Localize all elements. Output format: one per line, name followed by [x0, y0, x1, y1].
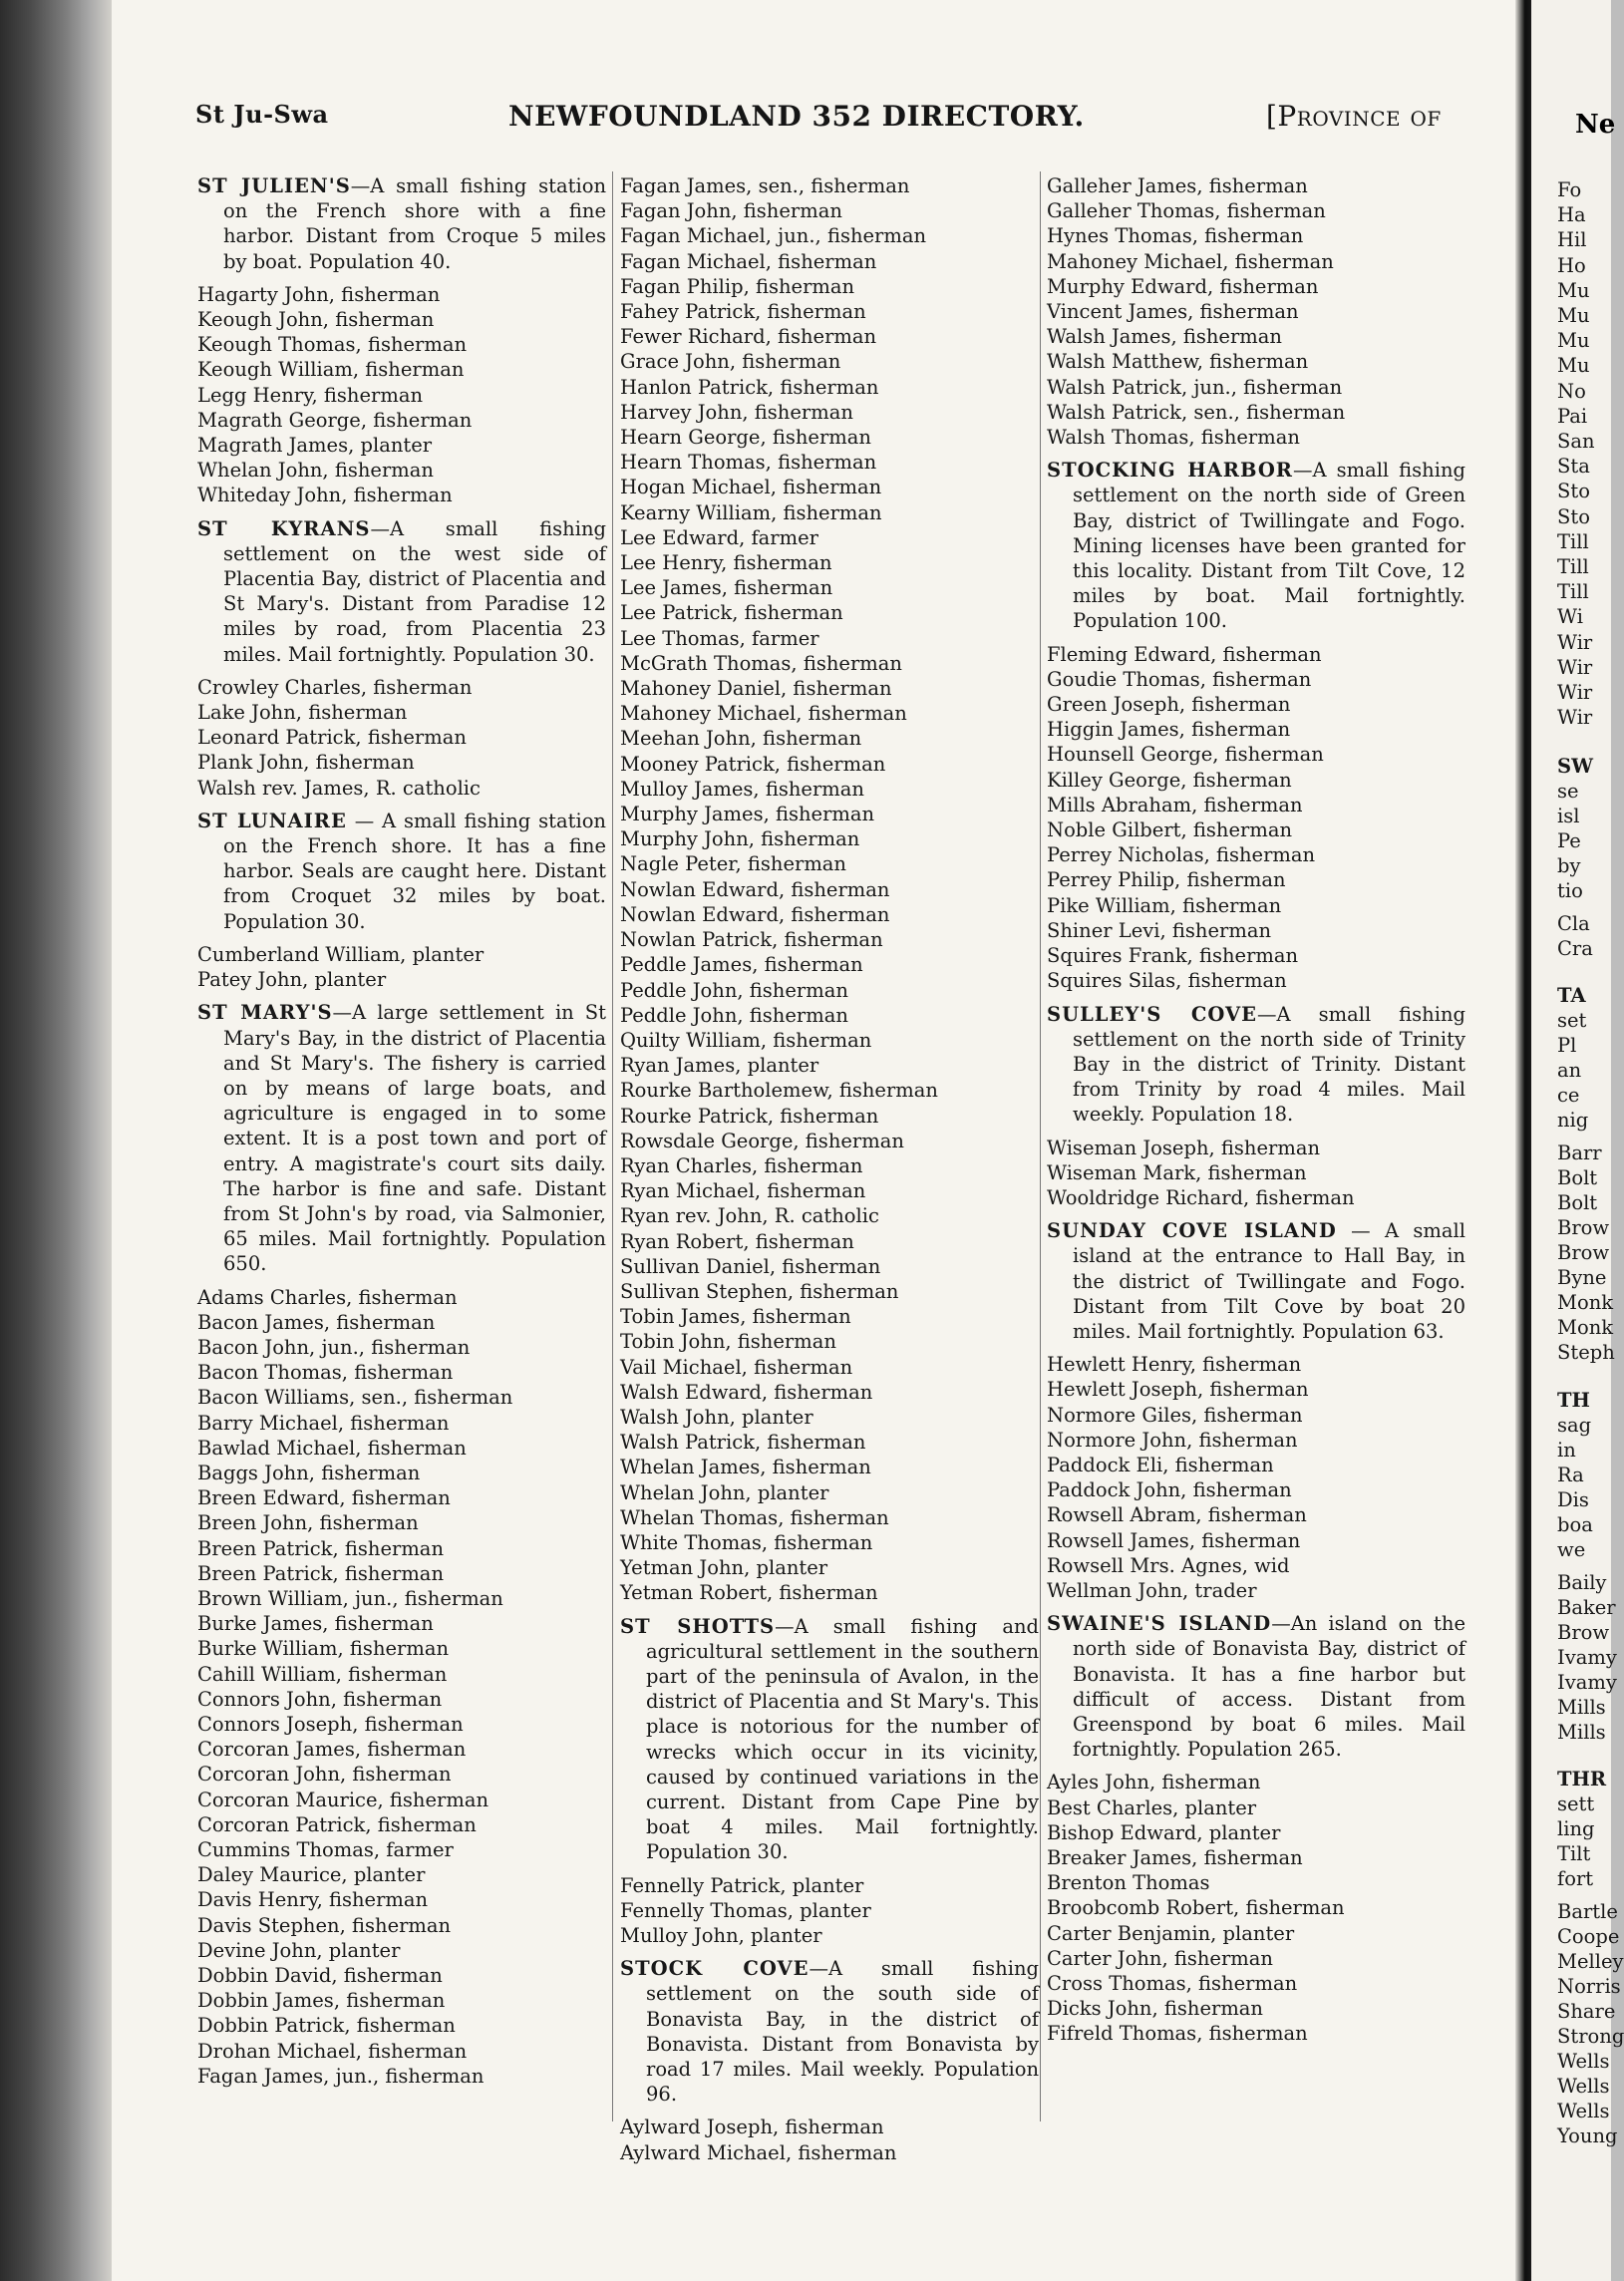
- adjacent-page-head: Ne: [1575, 110, 1616, 140]
- settlement-heading: SWAINE'S ISLAND: [1047, 1612, 1272, 1636]
- directory-name-entry: Breaker James, fisherman: [1047, 1846, 1303, 1869]
- directory-name-entry: Green Joseph, fisherman: [1047, 693, 1291, 717]
- settlement-description: — A small island at the entrance to Hall Bay, in the district of Twillingate and Fogo. Distant from Tilt Cove by boat 20 miles. Mail fortnightly. Population 63.: [1073, 1219, 1465, 1343]
- adjacent-page-text-fragment: Monk: [1557, 1291, 1614, 1314]
- directory-name-entry: Shiner Levi, fisherman: [1047, 918, 1272, 942]
- directory-name-entry: Dobbin David, fisherman: [197, 1964, 443, 1988]
- directory-name-entry: Mahoney Michael, fisherman: [1047, 249, 1334, 273]
- directory-name-entry: Connors John, fisherman: [197, 1687, 443, 1711]
- directory-name-entry: Lee Thomas, farmer: [620, 626, 819, 650]
- directory-name-entry: Harvey John, fisherman: [620, 400, 853, 424]
- directory-name-entry: Walsh Patrick, fisherman: [620, 1431, 866, 1455]
- directory-name-entry: Bawlad Michael, fisherman: [197, 1436, 467, 1460]
- directory-name-entry: Cummins Thomas, farmer: [197, 1838, 454, 1861]
- directory-name-entry: Barry Michael, fisherman: [197, 1411, 450, 1435]
- directory-name-entry: Wooldridge Richard, fisherman: [1047, 1185, 1355, 1209]
- adjacent-page-text-fragment: fort: [1557, 1867, 1594, 1890]
- directory-name-entry: Paddock John, fisherman: [1047, 1478, 1292, 1502]
- directory-name-entry: Nagle Peter, fisherman: [620, 852, 846, 876]
- directory-name-entry: Rowsell Abram, fisherman: [1047, 1503, 1307, 1527]
- directory-name-entry: Pike William, fisherman: [1047, 893, 1282, 917]
- directory-name-entry: Fagan Michael, fisherman: [620, 249, 877, 273]
- settlement-heading: STOCK COVE: [620, 1957, 810, 1981]
- directory-name-entry: Cahill William, fisherman: [197, 1662, 448, 1686]
- adjacent-page-text-fragment: by: [1557, 854, 1581, 877]
- settlement-entry: [197, 1000, 606, 1276]
- adjacent-page-text-fragment: Wells: [1557, 2075, 1610, 2098]
- directory-name-entry: Squires Silas, fisherman: [1047, 969, 1287, 993]
- adjacent-page-text-fragment: TA: [1557, 984, 1586, 1007]
- running-head-right: [Province of: [1266, 100, 1442, 133]
- directory-name-entry: Dobbin James, fisherman: [197, 1989, 446, 2013]
- directory-name-entry: Noble Gilbert, fisherman: [1047, 818, 1292, 842]
- settlement-heading: SUNDAY COVE ISLAND: [1047, 1219, 1337, 1243]
- directory-name-entry: Normore John, fisherman: [1047, 1428, 1298, 1452]
- directory-name-entry: Lee Edward, farmer: [620, 525, 818, 549]
- directory-name-entry: Lee James, fisherman: [620, 576, 833, 600]
- directory-name-entry: Rowsell James, fisherman: [1047, 1528, 1301, 1552]
- adjacent-page-text-fragment: Baker: [1557, 1596, 1616, 1619]
- settlement-entry: [620, 1956, 1039, 2107]
- directory-name-entry: Fleming Edward, fisherman: [1047, 642, 1322, 666]
- adjacent-page-text-fragment: Coope: [1557, 1925, 1620, 1948]
- directory-name-entry: White Thomas, fisherman: [620, 1530, 873, 1554]
- adjacent-page-text-fragment: Mills: [1557, 1696, 1606, 1719]
- adjacent-page-text-fragment: isl: [1557, 805, 1580, 827]
- directory-name-entry: Mills Abraham, fisherman: [1047, 793, 1303, 816]
- directory-name-entry: Carter John, fisherman: [1047, 1946, 1273, 1970]
- adjacent-page-text-fragment: boa: [1557, 1513, 1593, 1536]
- page-gutter: [1515, 0, 1531, 2281]
- adjacent-page-text-fragment: Barr: [1557, 1141, 1602, 1164]
- adjacent-page-text-fragment: Wir: [1557, 656, 1593, 679]
- directory-name-entry: Fagan John, fisherman: [620, 199, 842, 223]
- directory-name-entry: Davis Henry, fisherman: [197, 1888, 429, 1912]
- directory-name-entry: Dobbin Patrick, fisherman: [197, 2014, 456, 2038]
- adjacent-page-text-fragment: Byne: [1557, 1266, 1607, 1289]
- directory-name-entry: Squires Frank, fisherman: [1047, 944, 1299, 968]
- directory-name-entry: Murphy James, fisherman: [620, 803, 875, 826]
- adjacent-page-text-fragment: an: [1557, 1059, 1582, 1082]
- adjacent-page-text-fragment: Wells: [1557, 2100, 1610, 2122]
- adjacent-page-text-fragment: No: [1557, 380, 1586, 403]
- directory-name-entry: Ryan Michael, fisherman: [620, 1179, 866, 1203]
- directory-name-entry: Best Charles, planter: [1047, 1795, 1257, 1819]
- column-rule: [612, 171, 613, 2121]
- entry-spacer: [197, 508, 606, 516]
- directory-name-entry: Fagan James, sen., fisherman: [620, 174, 910, 197]
- settlement-entry: [620, 1614, 1039, 1865]
- directory-name-entry: Hogan Michael, fisherman: [620, 476, 882, 499]
- adjacent-page-text-fragment: Till: [1557, 580, 1589, 603]
- directory-name-entry: Walsh Patrick, jun., fisherman: [1047, 375, 1343, 399]
- settlement-description: —A small fishing settlement on the north side of Trinity Bay in the district of Trinity. Distant from Trinity by road 4 miles. Mail weekly. Population 18.: [1073, 1002, 1465, 1127]
- settlement-description: —A small fishing settlement on the north side of Green Bay, district of Twillingate and Fogo. Mining licenses have been granted for this locality. Distant from Tilt Cove, 12 miles by boat. Mail fortnightly. Population 100.: [1073, 459, 1465, 633]
- directory-name-entry: Carter Benjamin, planter: [1047, 1921, 1295, 1945]
- directory-name-entry: Perrey Philip, fisherman: [1047, 868, 1286, 892]
- settlement-description: —A large settlement in St Mary's Bay, in the district of Placentia and St Mary's. The fishery is carried on by means of large boats, and agriculture is engaged in to some extent. It is a post town and port of entry. A magistrate's court sits daily. The harbor is fine and safe. Distant from St John's by road, via Salmonier, 65 miles. Mail fortnightly. Population 650.: [223, 1001, 606, 1276]
- adjacent-page-text-fragment: THR: [1557, 1768, 1607, 1791]
- settlement-heading: SULLEY'S COVE: [1047, 1002, 1258, 1026]
- settlement-entry: [1047, 1002, 1465, 1128]
- directory-name-entry: Hagarty John, fisherman: [197, 282, 441, 306]
- directory-name-entry: Higgin James, fisherman: [1047, 718, 1291, 742]
- directory-name-entry: Meehan John, fisherman: [620, 727, 862, 751]
- directory-column-3: [1047, 173, 1465, 2047]
- directory-name-entry: Whelan John, planter: [620, 1480, 829, 1504]
- directory-name-entry: Adams Charles, fisherman: [197, 1285, 458, 1309]
- directory-name-entry: Brown William, jun., fisherman: [197, 1586, 503, 1610]
- directory-name-entry: Murphy John, fisherman: [620, 827, 860, 851]
- adjacent-page-text-fragment: Share: [1557, 2000, 1616, 2023]
- entry-spacer: [197, 801, 606, 809]
- entry-spacer: [620, 1948, 1039, 1956]
- directory-name-entry: Vincent James, fisherman: [1047, 300, 1299, 324]
- directory-name-entry: Wiseman Mark, fisherman: [1047, 1160, 1307, 1184]
- adjacent-page-text-fragment: Sto: [1557, 480, 1590, 502]
- entry-spacer: [1047, 1210, 1465, 1218]
- adjacent-page-text-fragment: se: [1557, 780, 1579, 803]
- directory-name-entry: Mulloy James, fisherman: [620, 777, 864, 801]
- directory-name-entry: Devine John, planter: [197, 1938, 401, 1962]
- directory-name-entry: Whiteday John, fisherman: [197, 484, 453, 507]
- directory-name-entry: Rowsdale George, fisherman: [620, 1129, 904, 1152]
- directory-name-entry: Broobcomb Robert, fisherman: [1047, 1896, 1345, 1920]
- adjacent-page-text-fragment: Till: [1557, 555, 1589, 578]
- directory-name-entry: Patey John, planter: [197, 968, 387, 992]
- adjacent-page-text-fragment: Baily: [1557, 1571, 1607, 1594]
- adjacent-page-text-fragment: Brow: [1557, 1216, 1610, 1239]
- directory-name-entry: Normore Giles, fisherman: [1047, 1403, 1303, 1427]
- adjacent-page-text-fragment: SW: [1557, 755, 1593, 778]
- adjacent-page-text-fragment: Bolt: [1557, 1166, 1598, 1189]
- settlement-entry: [197, 173, 606, 274]
- directory-name-entry: Vail Michael, fisherman: [620, 1355, 853, 1379]
- directory-name-entry: Walsh John, planter: [620, 1405, 813, 1429]
- directory-name-entry: Paddock Eli, fisherman: [1047, 1453, 1274, 1476]
- directory-name-entry: Leonard Patrick, fisherman: [197, 726, 467, 750]
- settlement-description: —A small fishing station on the French shore with a fine harbor. Distant from Croque 5 miles by boat. Population 40.: [223, 174, 607, 273]
- directory-name-entry: Grace John, fisherman: [620, 350, 841, 374]
- directory-name-entry: Cross Thomas, fisherman: [1047, 1972, 1298, 1996]
- adjacent-page-text-fragment: Mu: [1557, 279, 1590, 302]
- directory-name-entry: Walsh Matthew, fisherman: [1047, 350, 1309, 374]
- directory-name-entry: Dicks John, fisherman: [1047, 1997, 1263, 2021]
- directory-name-entry: Ryan Robert, fisherman: [620, 1229, 854, 1253]
- adjacent-page-text-fragment: Ha: [1557, 203, 1586, 226]
- directory-name-entry: Hynes Thomas, fisherman: [1047, 224, 1304, 248]
- settlement-description: —A small fishing settlement on the south side of Bonavista Bay, in the district of Bonavista. Distant from Bonavista by road 17 miles. Mail weekly. Population 96.: [646, 1957, 1039, 2107]
- directory-name-entry: Bacon Williams, sen., fisherman: [197, 1386, 513, 1410]
- directory-name-entry: Mahoney Michael, fisherman: [620, 702, 907, 726]
- adjacent-page-text-fragment: Wir: [1557, 681, 1593, 704]
- directory-name-entry: Breen Patrick, fisherman: [197, 1536, 444, 1560]
- directory-name-entry: Mooney Patrick, fisherman: [620, 752, 886, 776]
- directory-name-entry: Tobin James, fisherman: [620, 1305, 851, 1329]
- adjacent-page-text-fragment: we: [1557, 1538, 1586, 1561]
- directory-name-entry: Fahey Patrick, fisherman: [620, 300, 866, 324]
- adjacent-page-text-fragment: Ra: [1557, 1464, 1584, 1486]
- settlement-description: —An island on the north side of Bonavista Bay, district of Bonavista. It has a fine harbor but difficult of access. Distant from Greenspond by boat 6 miles. Mail fortnightly. Population 265.: [1073, 1612, 1465, 1762]
- adjacent-page-text-fragment: in: [1557, 1439, 1576, 1462]
- directory-name-entry: Goudie Thomas, fisherman: [1047, 667, 1312, 691]
- adjacent-page-text-fragment: Dis: [1557, 1488, 1589, 1511]
- directory-name-entry: Crowley Charles, fisherman: [197, 675, 473, 699]
- directory-name-entry: Hewlett Henry, fisherman: [1047, 1353, 1302, 1377]
- directory-name-entry: Killey George, fisherman: [1047, 768, 1292, 792]
- column-rule: [1040, 171, 1041, 2121]
- directory-name-entry: Breen Patrick, fisherman: [197, 1561, 444, 1585]
- book-binding-edge: [0, 0, 112, 2281]
- directory-name-entry: Walsh Patrick, sen., fisherman: [1047, 400, 1346, 424]
- adjacent-page-text-fragment: Wir: [1557, 631, 1593, 654]
- directory-name-entry: Nowlan Patrick, fisherman: [620, 928, 883, 952]
- directory-name-entry: Legg Henry, fisherman: [197, 383, 424, 407]
- adjacent-page-text-fragment: set: [1557, 1009, 1587, 1032]
- running-head-title: NEWFOUNDLAND 352 DIRECTORY.: [508, 100, 1085, 133]
- adjacent-page-text-fragment: Cla: [1557, 912, 1590, 935]
- directory-name-entry: Bacon James, fisherman: [197, 1310, 436, 1334]
- directory-name-entry: Keough John, fisherman: [197, 308, 435, 332]
- directory-name-entry: Yetman Robert, fisherman: [620, 1581, 878, 1605]
- directory-name-entry: Aylward Michael, fisherman: [620, 2140, 897, 2164]
- adjacent-page-text-fragment: Hil: [1557, 228, 1587, 251]
- directory-name-entry: Lake John, fisherman: [197, 701, 408, 725]
- settlement-heading: ST MARY'S: [197, 1001, 333, 1025]
- entry-spacer: [1047, 994, 1465, 1002]
- adjacent-page-text-fragment: Brow: [1557, 1241, 1610, 1264]
- directory-name-entry: Whelan James, fisherman: [620, 1456, 871, 1479]
- directory-name-entry: Burke James, fisherman: [197, 1612, 434, 1636]
- directory-name-entry: Whelan John, fisherman: [197, 459, 434, 483]
- directory-name-entry: Connors Joseph, fisherman: [197, 1712, 464, 1736]
- adjacent-page-text-fragment: TH: [1557, 1389, 1590, 1412]
- directory-name-entry: Hewlett Joseph, fisherman: [1047, 1378, 1309, 1402]
- adjacent-page-text-fragment: Monk: [1557, 1316, 1614, 1339]
- directory-name-entry: Daley Maurice, planter: [197, 1863, 426, 1887]
- settlement-entry: [197, 809, 606, 934]
- entry-spacer: [1047, 1603, 1465, 1611]
- adjacent-page-text-fragment: Cra: [1557, 937, 1593, 960]
- adjacent-page-text-fragment: Young: [1557, 2124, 1618, 2147]
- adjacent-page-text-fragment: Mu: [1557, 329, 1590, 352]
- directory-name-entry: Drohan Michael, fisherman: [197, 2039, 468, 2063]
- directory-name-entry: Fewer Richard, fisherman: [620, 325, 877, 349]
- directory-name-entry: Bacon John, jun., fisherman: [197, 1335, 471, 1359]
- adjacent-page-text-fragment: Mu: [1557, 304, 1590, 327]
- settlement-heading: ST SHOTTS: [620, 1614, 776, 1638]
- directory-name-entry: Fennelly Patrick, planter: [620, 1873, 864, 1897]
- adjacent-page-text-fragment: Norris: [1557, 1975, 1621, 1998]
- directory-name-entry: Peddle John, fisherman: [620, 1003, 848, 1027]
- settlement-heading: STOCKING HARBOR: [1047, 459, 1294, 483]
- settlement-entry: [1047, 1611, 1465, 1762]
- directory-name-entry: Rourke Bartholemew, fisherman: [620, 1079, 938, 1103]
- directory-name-entry: Keough William, fisherman: [197, 358, 465, 382]
- directory-name-entry: Yetman John, planter: [620, 1556, 828, 1580]
- adjacent-page-text-fragment: ce: [1557, 1084, 1580, 1107]
- adjacent-page-text-fragment: San: [1557, 430, 1595, 453]
- directory-name-entry: Fagan Philip, fisherman: [620, 274, 855, 298]
- directory-name-entry: Kearny William, fisherman: [620, 500, 882, 524]
- directory-name-entry: Sullivan Stephen, fisherman: [620, 1279, 899, 1303]
- directory-name-entry: Rourke Patrick, fisherman: [620, 1104, 879, 1128]
- directory-name-entry: Peddle James, fisherman: [620, 953, 863, 977]
- adjacent-page-text-fragment: Fo: [1557, 178, 1582, 201]
- adjacent-page-text-fragment: Mills: [1557, 1721, 1606, 1744]
- directory-name-entry: Breen John, fisherman: [197, 1511, 419, 1535]
- adjacent-page-text-fragment: Sto: [1557, 505, 1590, 528]
- adjacent-page-text-fragment: sag: [1557, 1414, 1592, 1437]
- directory-name-entry: Corcoran Maurice, fisherman: [197, 1788, 489, 1811]
- directory-name-entry: Perrey Nicholas, fisherman: [1047, 843, 1316, 867]
- directory-name-entry: Murphy Edward, fisherman: [1047, 274, 1319, 298]
- entry-spacer: [197, 992, 606, 1000]
- directory-name-entry: Mulloy John, planter: [620, 1924, 822, 1948]
- adjacent-page-text-fragment: Tilt: [1557, 1842, 1591, 1865]
- adjacent-page-text-fragment: Mu: [1557, 354, 1590, 377]
- adjacent-page-text-fragment: Ivamy: [1557, 1646, 1617, 1669]
- directory-column-2: [620, 173, 1039, 2165]
- settlement-heading: ST JULIEN'S: [197, 174, 351, 197]
- directory-name-entry: Walsh rev. James, R. catholic: [197, 776, 481, 800]
- adjacent-page-text-fragment: Melley: [1557, 1950, 1624, 1973]
- directory-name-entry: McGrath Thomas, fisherman: [620, 651, 902, 675]
- directory-name-entry: Hanlon Patrick, fisherman: [620, 375, 879, 399]
- directory-name-entry: Quilty William, fisherman: [620, 1028, 872, 1052]
- directory-name-entry: Mahoney Daniel, fisherman: [620, 677, 892, 701]
- settlement-description: —A small fishing and agricultural settlement in the southern part of the peninsula of Avalon, in the district of Placentia and St Mary's. This place is notorious for the number of wrecks which occur in its vicinity, caused by continued variations in the current. Distant from Cape Pine by boat 4 miles. Mail fortnightly. Population 30.: [646, 1614, 1039, 1864]
- adjacent-page-text-fragment: Sta: [1557, 455, 1590, 478]
- directory-name-entry: Corcoran Patrick, fisherman: [197, 1812, 477, 1836]
- directory-name-entry: Baggs John, fisherman: [197, 1461, 421, 1484]
- entry-spacer: [620, 1606, 1039, 1614]
- directory-name-entry: Wiseman Joseph, fisherman: [1047, 1136, 1321, 1159]
- directory-name-entry: Sullivan Daniel, fisherman: [620, 1254, 881, 1278]
- directory-name-entry: Bishop Edward, planter: [1047, 1820, 1281, 1844]
- directory-name-entry: Hearn Thomas, fisherman: [620, 451, 877, 475]
- directory-name-entry: Ryan Charles, fisherman: [620, 1153, 863, 1177]
- adjacent-page-text-fragment: ling: [1557, 1817, 1595, 1840]
- directory-name-entry: Corcoran James, fisherman: [197, 1738, 467, 1762]
- directory-name-entry: Brenton Thomas: [1047, 1871, 1210, 1895]
- directory-name-entry: Magrath James, planter: [197, 434, 433, 458]
- adjacent-page-text-fragment: sett: [1557, 1792, 1595, 1815]
- directory-column-1: [197, 173, 606, 2089]
- directory-name-entry: Breen Edward, fisherman: [197, 1486, 451, 1510]
- directory-name-entry: Fagan Michael, jun., fisherman: [620, 224, 927, 248]
- adjacent-page-text-fragment: Brow: [1557, 1621, 1610, 1644]
- directory-name-entry: Bacon Thomas, fisherman: [197, 1361, 454, 1385]
- directory-name-entry: Cumberland William, planter: [197, 942, 485, 966]
- directory-name-entry: Rowsell Mrs. Agnes, wid: [1047, 1553, 1290, 1577]
- directory-name-entry: Walsh Edward, fisherman: [620, 1380, 873, 1404]
- settlement-entry: [1047, 458, 1465, 633]
- adjacent-page-text-fragment: Pl: [1557, 1034, 1577, 1057]
- directory-name-entry: Nowlan Edward, fisherman: [620, 877, 890, 901]
- directory-name-entry: Ryan rev. John, R. catholic: [620, 1204, 879, 1228]
- adjacent-page-text-fragment: Ivamy: [1557, 1671, 1617, 1694]
- adjacent-page-text-fragment: Bolt: [1557, 1191, 1598, 1214]
- running-head-left: St Ju-Swa: [195, 100, 329, 129]
- entry-spacer: [1047, 450, 1465, 458]
- directory-name-entry: Ayles John, fisherman: [1047, 1771, 1261, 1794]
- directory-name-entry: Corcoran John, fisherman: [197, 1763, 452, 1787]
- directory-name-entry: Nowlan Edward, fisherman: [620, 902, 890, 926]
- directory-name-entry: Davis Stephen, fisherman: [197, 1913, 452, 1937]
- directory-name-entry: Galleher James, fisherman: [1047, 174, 1308, 197]
- adjacent-page-text-fragment: Wi: [1557, 605, 1583, 628]
- adjacent-page-text-fragment: nig: [1557, 1109, 1589, 1132]
- adjacent-page-text-fragment: Pai: [1557, 405, 1588, 428]
- directory-name-entry: Tobin John, fisherman: [620, 1330, 836, 1354]
- settlement-description: — A small fishing station on the French shore. It has a fine harbor. Seals are caught here. Distant from Croquet 32 miles by boat. Population 30.: [223, 809, 606, 933]
- directory-name-entry: Lee Henry, fisherman: [620, 551, 832, 575]
- adjacent-page-text-fragment: Strong: [1557, 2025, 1624, 2048]
- directory-name-entry: Hearn George, fisherman: [620, 426, 871, 450]
- directory-name-entry: Wellman John, trader: [1047, 1578, 1257, 1602]
- adjacent-page-text-fragment: Steph: [1557, 1341, 1615, 1364]
- directory-name-entry: Keough Thomas, fisherman: [197, 333, 468, 357]
- directory-name-entry: Whelan Thomas, fisherman: [620, 1505, 889, 1529]
- directory-name-entry: Walsh James, fisherman: [1047, 325, 1282, 349]
- directory-name-entry: Aylward Joseph, fisherman: [620, 2116, 884, 2139]
- settlement-entry: [1047, 1218, 1465, 1344]
- settlement-heading: ST KYRANS: [197, 516, 371, 540]
- adjacent-page-text-fragment: Ho: [1557, 254, 1586, 277]
- directory-name-entry: Hounsell George, fisherman: [1047, 743, 1324, 767]
- adjacent-page-text-fragment: Wells: [1557, 2050, 1610, 2073]
- directory-name-entry: Plank John, fisherman: [197, 751, 415, 775]
- directory-name-entry: Fennelly Thomas, planter: [620, 1898, 871, 1922]
- directory-name-entry: Lee Patrick, fisherman: [620, 601, 843, 625]
- adjacent-page-text-fragment: Till: [1557, 530, 1589, 553]
- adjacent-page-text-fragment: tio: [1557, 879, 1583, 902]
- adjacent-page-text-fragment: Wir: [1557, 706, 1593, 729]
- settlement-heading: ST LUNAIRE: [197, 809, 347, 832]
- directory-name-entry: Magrath George, fisherman: [197, 408, 473, 432]
- adjacent-page-text-fragment: Bartle: [1557, 1900, 1618, 1923]
- settlement-entry: [197, 516, 606, 667]
- directory-name-entry: Ryan James, planter: [620, 1054, 819, 1078]
- directory-name-entry: Burke William, fisherman: [197, 1637, 450, 1661]
- directory-name-entry: Fifreld Thomas, fisherman: [1047, 2022, 1308, 2046]
- settlement-description: —A small fishing settlement on the west side of Placentia Bay, district of Placentia and St Mary's. Distant from Paradise 12 miles by road, from Placentia 23 miles. Mail fortnightly. Population 30.: [223, 516, 606, 666]
- directory-name-entry: Peddle John, fisherman: [620, 978, 848, 1002]
- directory-name-entry: Galleher Thomas, fisherman: [1047, 199, 1326, 223]
- adjacent-page-text-fragment: Pe: [1557, 829, 1581, 852]
- directory-name-entry: Walsh Thomas, fisherman: [1047, 426, 1300, 450]
- directory-name-entry: Fagan James, jun., fisherman: [197, 2064, 485, 2088]
